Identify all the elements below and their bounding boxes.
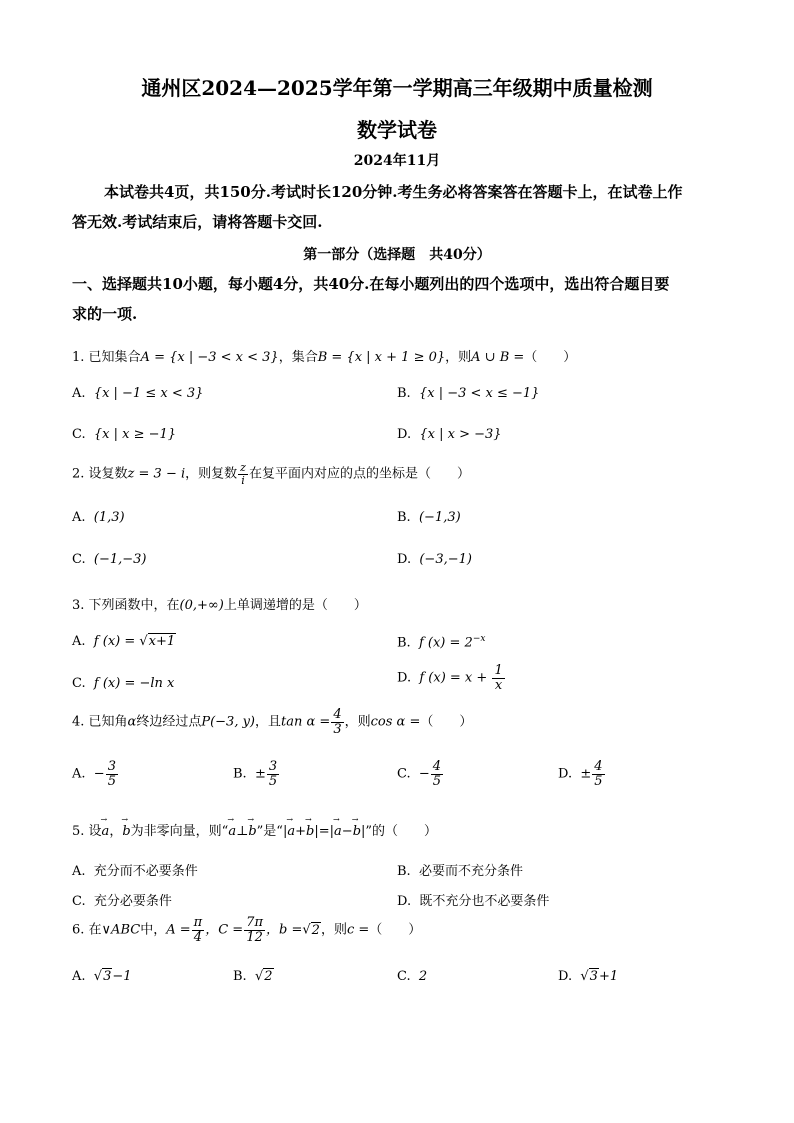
intro-line-2: 答无效.考试结束后，请将答题卡交回. [72, 213, 323, 231]
question-6-option-a[interactable]: A. √3−1 [72, 969, 132, 984]
abs-bar-icon: | [282, 824, 288, 839]
sqrt-sign-icon: √ [254, 969, 264, 984]
section-instruction-line-2: 求的一项. [72, 305, 138, 323]
intro-line-1: 本试卷共4页，共150分.考试时长120分钟.考生务必将答案答在答题卡上，在试卷上作 [104, 183, 683, 201]
exam-subject: 数学试卷 [357, 118, 437, 142]
question-2-stem: 2. 设复数z = 3 − i，则复数 $\frac{z}{i}$ 在复平面内对应的点的坐标是（ ） [72, 461, 470, 487]
question-6-option-c[interactable]: C. 2 [397, 969, 428, 984]
exam-date: 2024年11月 [353, 153, 441, 169]
section-instruction-line-1: 一、选择题共10小题，每小题4分，共40分.在每小题列出的四个选项中，选出符合题目要 [72, 275, 670, 293]
sqrt-sign-icon: √ [139, 634, 148, 649]
question-5-option-b[interactable]: B. 必要而不充分条件 [397, 864, 523, 879]
question-6-option-b[interactable]: B. √2 [233, 969, 273, 984]
question-1-option-c[interactable]: C. {x | x ≥ −1} [72, 427, 177, 442]
question-3-stem: 3. 下列函数中，在(0,+∞)上单调递增的是（ ） [72, 598, 367, 613]
question-3-option-b[interactable]: B. f $(x) = 2^{-x}$ [397, 634, 486, 651]
question-3-option-d[interactable]: D. f (x) = x + $\frac{1}{x}$ [397, 663, 503, 693]
fraction-z-over-i: $\frac{z}{i}$ [240, 461, 246, 487]
abs-bar-icon: | [314, 824, 319, 839]
question-1-stem: 1. 已知集合A = {x | −3 < x < 3}，集合B = {x | x + 1 ≥ 0}，则A ∪ B =（ ） [72, 350, 577, 365]
question-2-option-a[interactable]: A. (1,3) [72, 510, 125, 525]
question-5-option-a[interactable]: A. 充分而不必要条件 [72, 864, 198, 879]
question-1-option-a[interactable]: A. {x | −1 ≤ x < 3} [72, 386, 204, 401]
fraction-one-over-x: $\frac{1}{x}$ [494, 663, 503, 693]
sqrt-sign-icon: √ [302, 922, 311, 938]
question-4-option-a[interactable]: A. − $\frac{3}{5}$ [72, 759, 116, 789]
question-1-option-b[interactable]: B. {x | −3 < x ≤ −1} [397, 386, 540, 401]
question-6-stem: 6. 在∨ABC中，A = $\frac{\pi}{4}$ ，C = $\frac{7\pi}{12}$ ，b =√2，则c =（ ） [72, 915, 422, 945]
question-5-option-d[interactable]: D. 既不充分也不必要条件 [397, 894, 550, 909]
question-3-option-c[interactable]: C. f (x) = −ln x [72, 676, 175, 691]
abs-bar-icon: | [361, 824, 366, 839]
fraction-four-thirds: $\frac{4}{3}$ [333, 707, 342, 737]
question-1-option-d[interactable]: D. {x | x > −3} [397, 427, 502, 442]
question-2-option-b[interactable]: B. (−1,3) [397, 510, 461, 525]
question-5-stem: 5. 设→ a，→ b为非零向量，则“→ a⊥→ b”是“|→ a+→ b|=|→ a−→ b|”的（ ） [72, 820, 437, 839]
question-4-option-b[interactable]: B. ± $\frac{3}{5}$ [233, 759, 278, 789]
question-6-option-d[interactable]: D. √3+1 [558, 969, 619, 984]
question-4-option-c[interactable]: C. − $\frac{4}{5}$ [397, 759, 442, 789]
question-2-option-d[interactable]: D. (−3,−1) [397, 552, 472, 567]
question-4-stem: 4. 已知角α终边经过点P(−3, y)，且tan α = $\frac{4}{3}$ ，则cos α =（ ） [72, 707, 473, 737]
part-one-title: 第一部分（选择题 共40分） [303, 247, 491, 263]
question-3-option-a[interactable]: A. f (x) = √x+1 [72, 634, 176, 649]
question-5-option-c[interactable]: C. 充分必要条件 [72, 894, 172, 909]
exam-title: 通州区2024—2025学年第一学期高三年级期中质量检测 [141, 76, 653, 100]
question-4-option-d[interactable]: D. ± $\frac{4}{5}$ [558, 759, 603, 789]
sqrt-sign-icon: √ [580, 969, 589, 984]
sqrt-sign-icon: √ [93, 969, 103, 984]
question-2-option-c[interactable]: C. (−1,−3) [72, 552, 147, 567]
abs-bar-icon: | [329, 824, 335, 839]
